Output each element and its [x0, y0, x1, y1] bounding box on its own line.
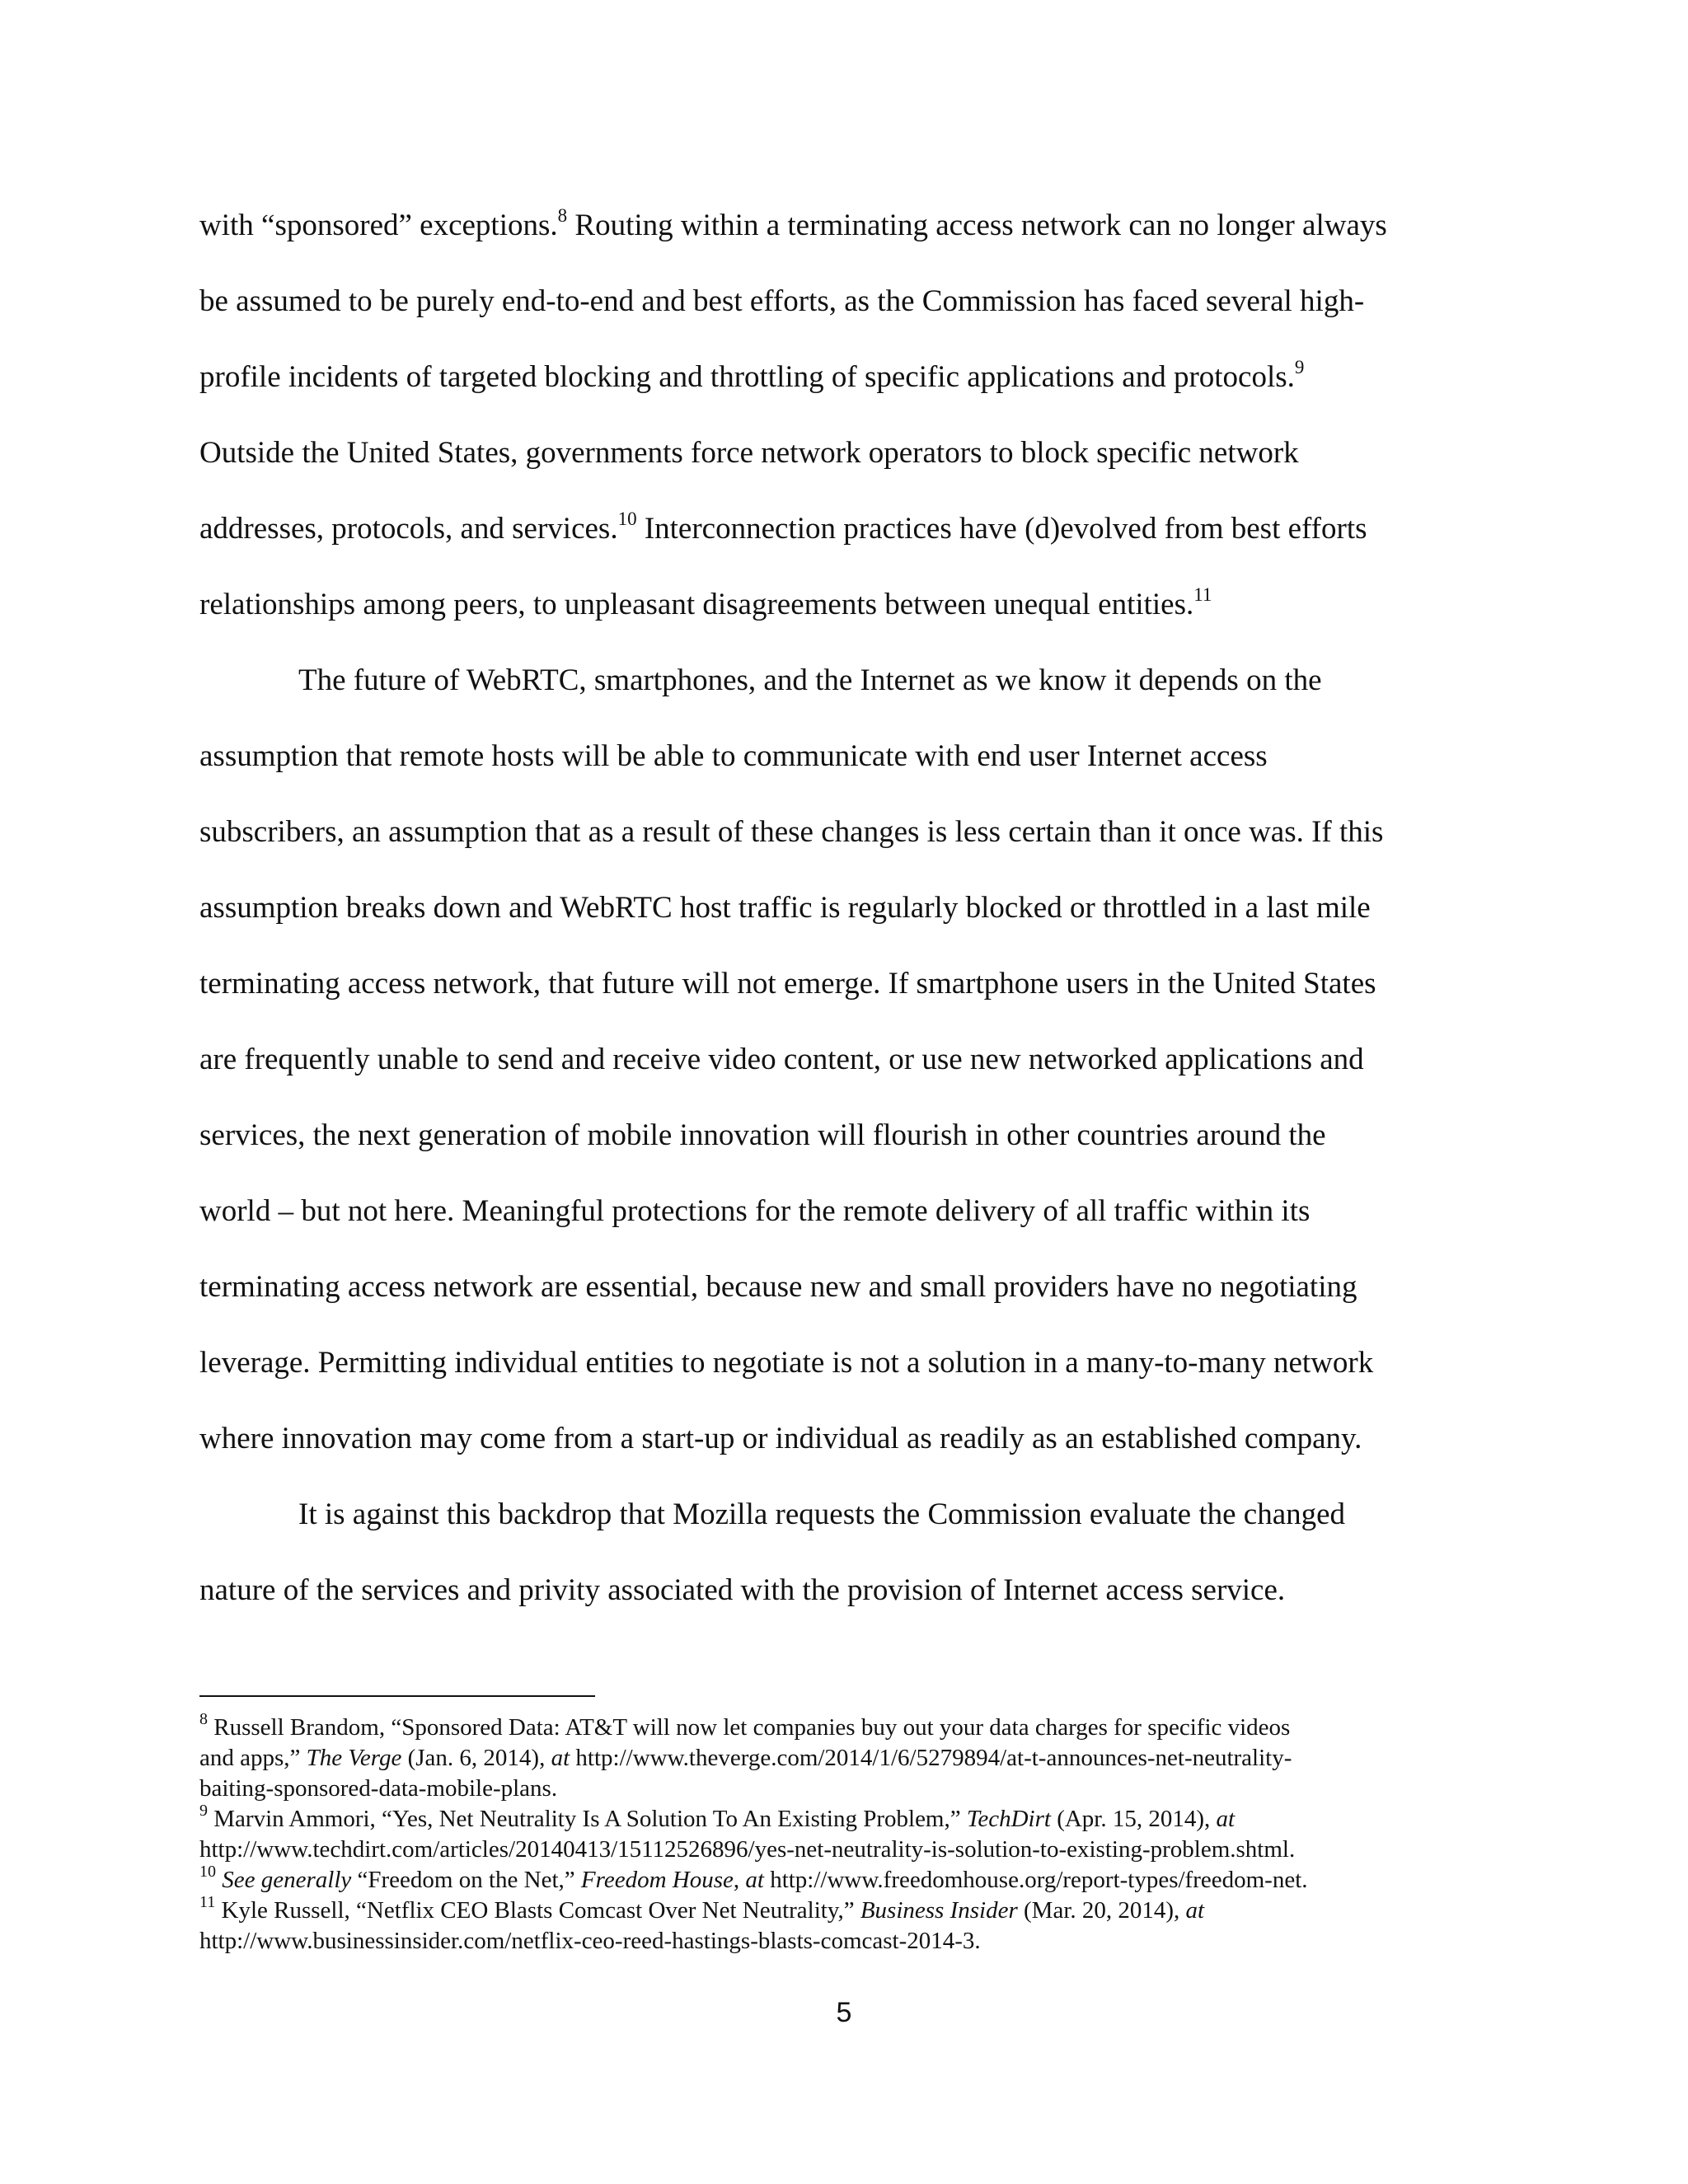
- footnote-ref-11: 11: [1193, 583, 1212, 605]
- text-span: profile incidents of targeted blocking and throttling of specific applications and protocols.: [199, 360, 1295, 394]
- text-line: where innovation may come from a start-up or individual as readily as an established company.: [199, 1422, 1362, 1455]
- source-title: The Verge: [306, 1745, 402, 1771]
- citation-signal: See generally: [222, 1867, 352, 1893]
- text-span: (Apr. 15, 2014),: [1050, 1806, 1217, 1832]
- footnote-ref-8: 8: [557, 204, 568, 226]
- citation-signal: at: [551, 1745, 570, 1771]
- text-line: leverage. Permitting individual entities to negotiate is not a solution in a many-to-many network: [199, 1346, 1374, 1380]
- footnote-url: http://www.techdirt.com/articles/20140413/15112526896/yes-net-neutrality-is-solution-to-existing-problem.shtml.: [199, 1836, 1296, 1863]
- text-span: (Jan. 6, 2014),: [401, 1745, 551, 1771]
- text-span: “Freedom on the Net,”: [351, 1867, 581, 1893]
- text-line: The future of WebRTC, smartphones, and the Internet as we know it depends on the: [298, 663, 1322, 697]
- footnote-number: 8: [199, 1710, 208, 1729]
- text-line: It is against this backdrop that Mozilla requests the Commission evaluate the changed: [298, 1497, 1346, 1531]
- text-line: assumption that remote hosts will be able to communicate with end user Internet access: [199, 739, 1268, 773]
- text-line: [199, 188, 1502, 264]
- text-line: assumption breaks down and WebRTC host traffic is regularly blocked or throttled in a last mile: [199, 891, 1371, 925]
- footnote-separator: [199, 1695, 595, 1697]
- footnote-number: 10: [199, 1863, 216, 1882]
- text-span: Interconnection practices have (d)evolved from best efforts: [636, 512, 1367, 546]
- text-line: subscribers, an assumption that as a result of these changes is less certain than it once was. If this: [199, 815, 1384, 849]
- footnote-number: 11: [199, 1893, 216, 1912]
- footnote-9: [199, 1804, 1518, 1865]
- paragraph-1: [199, 188, 1502, 643]
- text-span: Routing within a terminating access network can no longer always: [567, 209, 1387, 242]
- footnote-line: [199, 1710, 1518, 1743]
- paragraph-2: [199, 643, 1502, 1477]
- text-line: [199, 340, 1502, 415]
- text-span: Kyle Russell, “Netflix CEO Blasts Comcast Over Net Neutrality,”: [215, 1897, 860, 1924]
- text-line: Outside the United States, governments force network operators to block specific network: [199, 436, 1299, 470]
- footnote-10: [199, 1865, 1518, 1896]
- source-title: TechDirt: [966, 1806, 1051, 1832]
- citation-signal: at: [745, 1867, 764, 1893]
- footnote-url: http://www.freedomhouse.org/report-types/freedom-net.: [763, 1867, 1308, 1893]
- text-line: services, the next generation of mobile innovation will flourish in other countries around the: [199, 1118, 1326, 1152]
- footnote-line: [199, 1865, 1518, 1896]
- source-title: Freedom House: [580, 1867, 734, 1893]
- footnotes: [199, 1710, 1518, 1957]
- text-span: Russell Brandom, “Sponsored Data: AT&T will now let companies buy out your data charges for specific videos: [208, 1714, 1291, 1741]
- footnote-url: http://www.businessinsider.com/netflix-ceo-reed-hastings-blasts-comcast-2014-3.: [199, 1928, 981, 1954]
- footnote-8: [199, 1710, 1518, 1804]
- text-span: addresses, protocols, and services.: [199, 512, 618, 546]
- footnote-11: [199, 1893, 1518, 1957]
- footnote-line: [199, 1743, 1518, 1774]
- text-span: ,: [733, 1867, 746, 1893]
- text-line: are frequently unable to send and receive video content, or use new networked applications and: [199, 1043, 1364, 1076]
- text-line: nature of the services and privity associated with the provision of Internet access service.: [199, 1573, 1286, 1607]
- footnote-line: baiting-sponsored-data-mobile-plans.: [199, 1775, 558, 1802]
- text-line: [199, 567, 1502, 643]
- page-number: 5: [836, 1997, 852, 2028]
- text-span: (Mar. 20, 2014),: [1017, 1897, 1186, 1924]
- paragraph-3: [199, 1477, 1502, 1629]
- citation-signal: at: [1185, 1897, 1205, 1924]
- footnote-line: [199, 1893, 1518, 1926]
- text-line: terminating access network are essential, because new and small providers have no negotiating: [199, 1270, 1357, 1304]
- footnote-ref-10: 10: [617, 508, 637, 529]
- footnote-url: http://www.theverge.com/2014/1/6/5279894/at-t-announces-net-neutrality-: [570, 1745, 1292, 1771]
- footnote-line: [199, 1804, 1518, 1835]
- text-span: Marvin Ammori, “Yes, Net Neutrality Is A Solution To An Existing Problem,”: [208, 1806, 967, 1832]
- body-text: [199, 188, 1502, 1629]
- text-line: [199, 491, 1502, 567]
- footnote-ref-9: 9: [1294, 356, 1305, 377]
- text-span: with “sponsored” exceptions.: [199, 209, 558, 242]
- text-span: relationships among peers, to unpleasant disagreements between unequal entities.: [199, 588, 1194, 621]
- footnote-number: 9: [199, 1802, 208, 1821]
- citation-signal: at: [1216, 1806, 1236, 1832]
- source-title: Business Insider: [860, 1897, 1018, 1924]
- text-span: and apps,”: [199, 1745, 307, 1771]
- text-line: world – but not here. Meaningful protections for the remote delivery of all traffic within its: [199, 1194, 1311, 1228]
- text-line: terminating access network, that future will not emerge. If smartphone users in the United States: [199, 967, 1376, 1001]
- text-line: be assumed to be purely end-to-end and best efforts, as the Commission has faced several high-: [199, 284, 1365, 318]
